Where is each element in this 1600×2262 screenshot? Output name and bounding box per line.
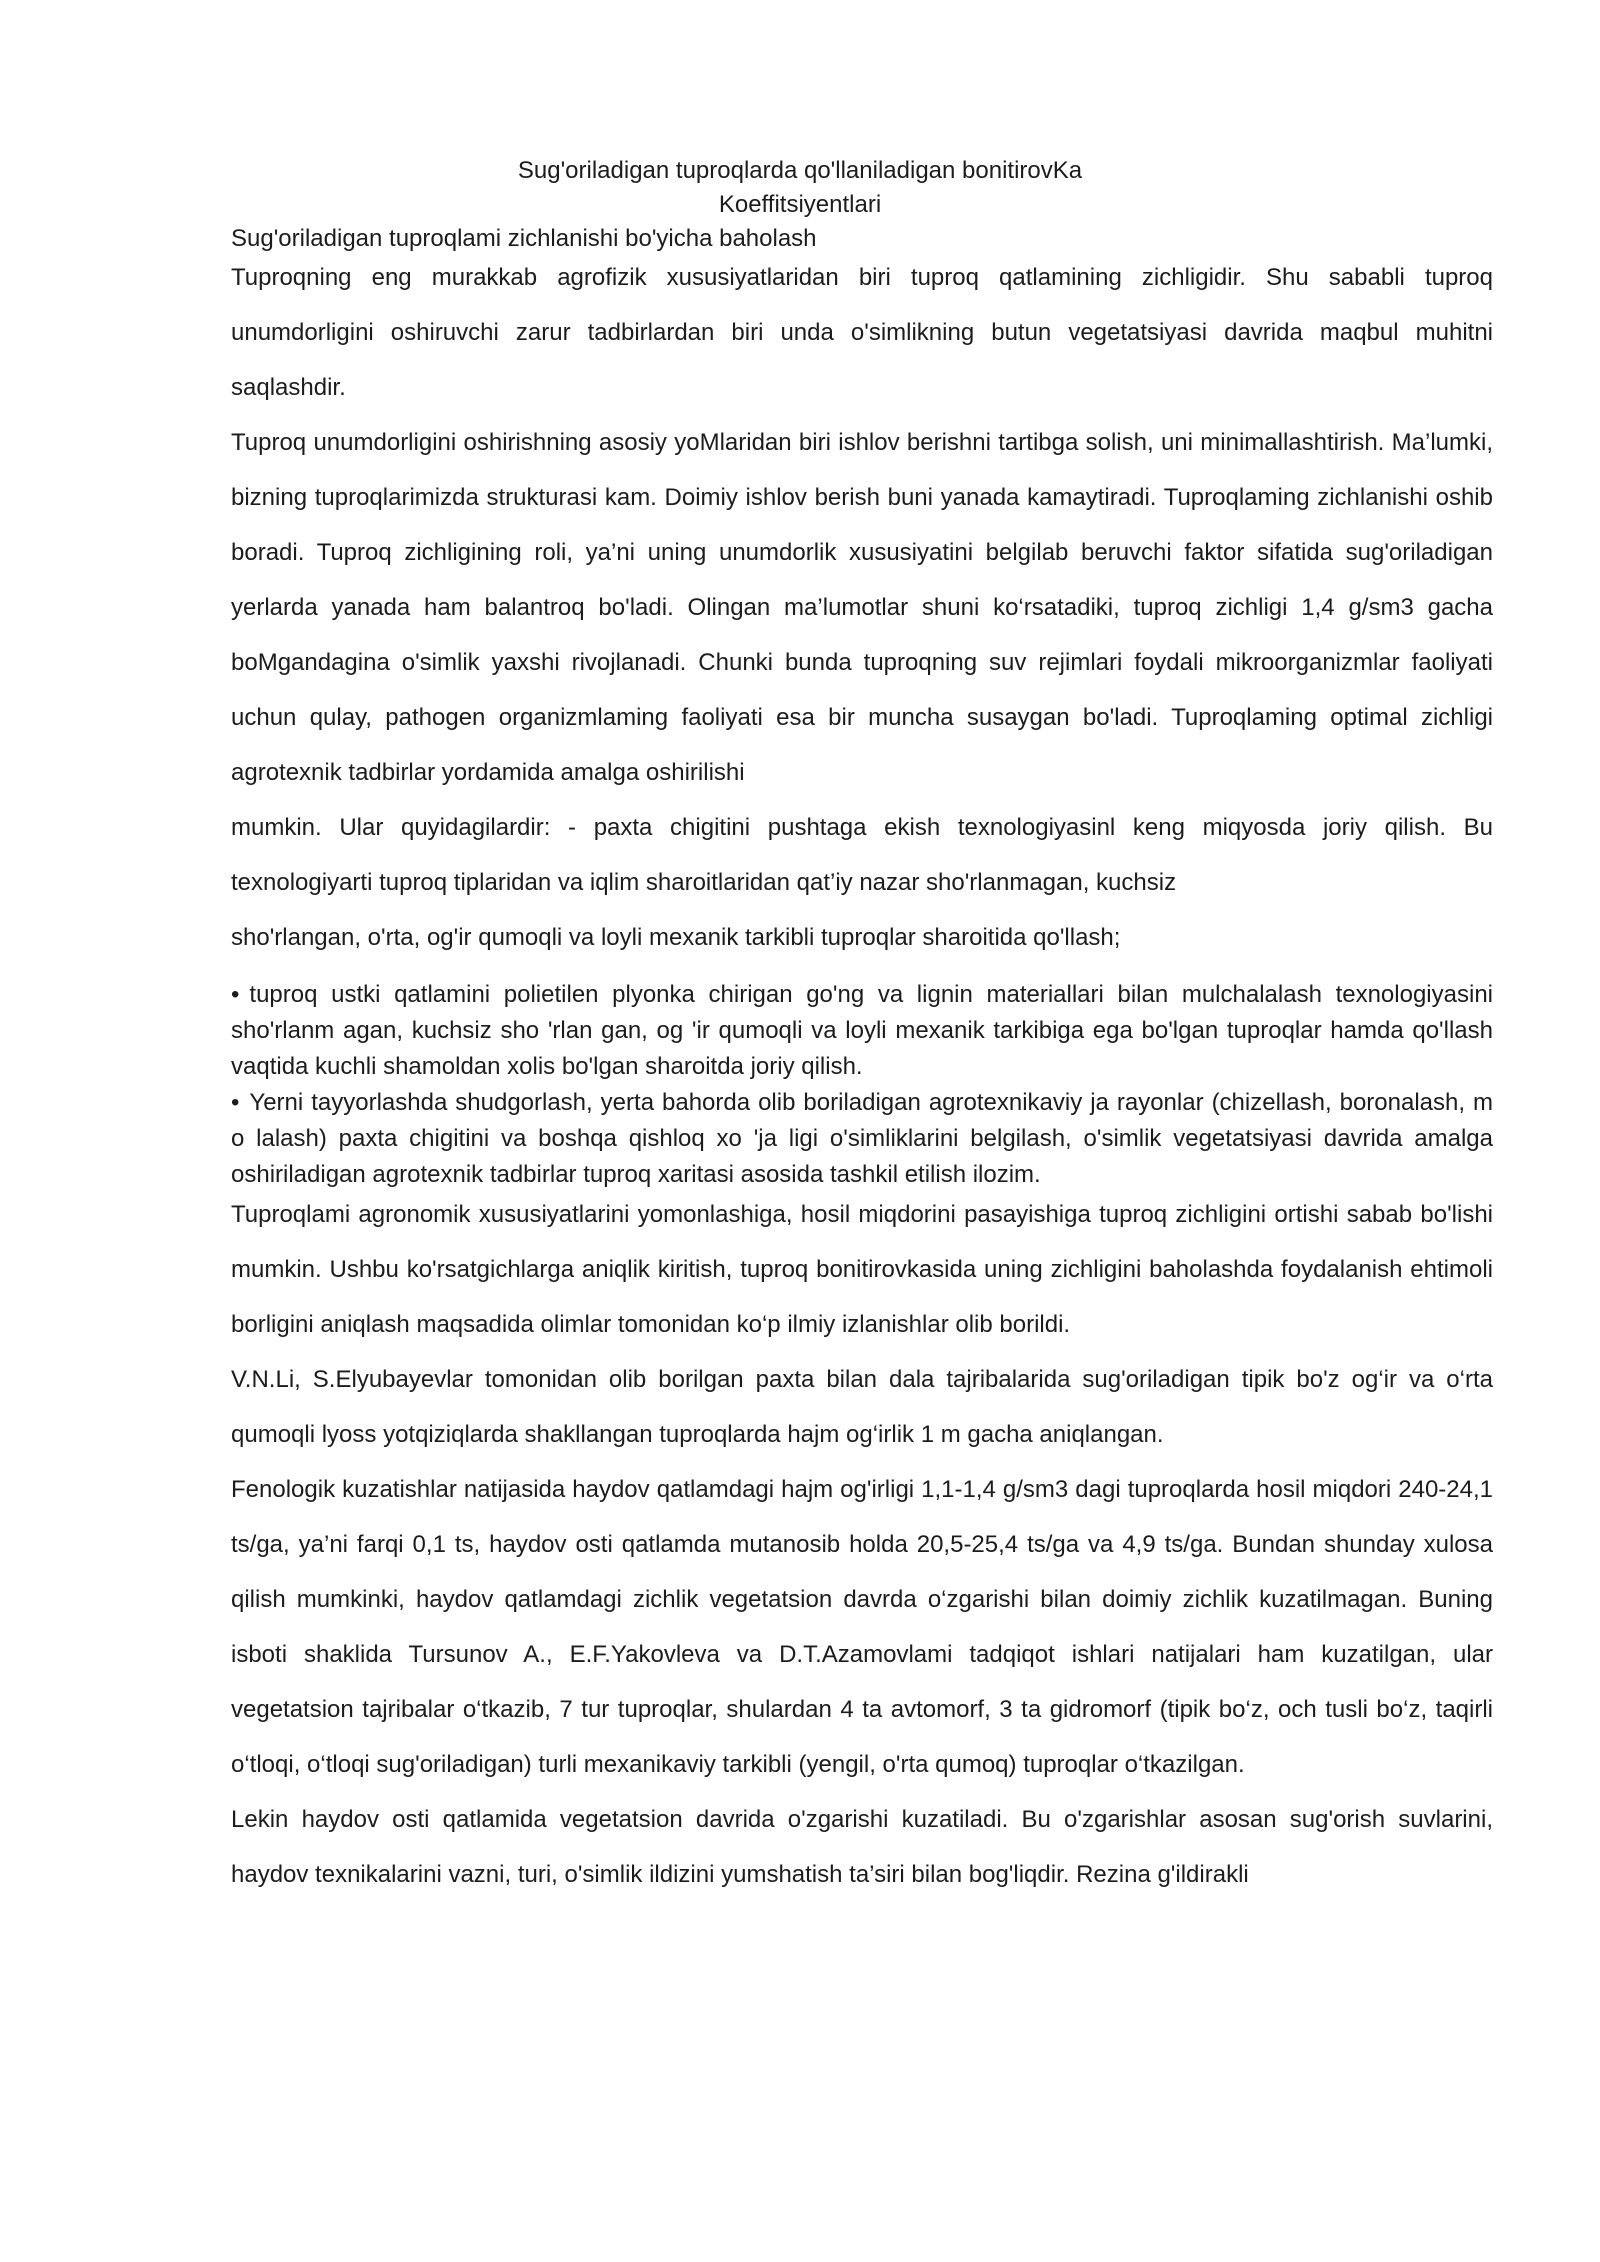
section-heading: Sug'oriladigan tuproqlami zichlanishi bo'yicha baholash: [231, 225, 817, 252]
paragraph: Lekin haydov osti qatlamida vegetatsion davrida o'zgarishi kuzatiladi. Bu o'zgarishlar asosan sug'orish suvlarini, haydov texnikalarini vazni, turi, o'simlik ildizini yumshatish ta’siri bilan bog'liqdir. Rezina g'ildirakli: [231, 1806, 1493, 1888]
bullet-item: [231, 977, 1493, 1085]
paragraph: Tuproqlami agronomik xususiyatlarini yomonlashiga, hosil miqdorini pasayishiga tuproq zichligini ortishi sabab bo'lishi mumkin. Ushbu ko'rsatgichlarga aniqlik kiritish, tuproq bonitirovkasida uning zichligini baholashda foydalanish ehtimoli borligini aniqlash maqsadida olimlar tomonidan ko‘p ilmiy izlanishlar olib borildi.: [231, 1201, 1493, 1338]
paragraph: V.N.Li, S.Elyubayevlar tomonidan olib borilgan paxta bilan dala tajribalarida sug'oriladigan tipik bo'z og‘ir va o‘rta qumoqli lyoss yotqiziqlarda shakllangan tuproqlarda hajm og‘irlik 1 m gacha aniqlangan.: [231, 1366, 1493, 1448]
bullet-icon: •: [231, 1089, 240, 1116]
paragraph: Tuproq unumdorligini oshirishning asosiy yoMlaridan biri ishlov berishni tartibga solish, uni minimallashtirish. Ma’lumki, bizning tuproqlarimizda strukturasi kam. Doimiy ishlov berish buni yanada kamaytiradi. Tuproqlaming zichlanishi oshib boradi. Tuproq zichligining roli, ya’ni uning unumdorlik xususiyatini belgilab beruvchi faktor sifatida sug'oriladigan yerlarda yanada ham balantroq bo'ladi. Olingan ma’lumotlar shuni ko‘rsatadiki, tuproq zichligi 1,4 g/sm3 gacha boMgandagina o'simlik yaxshi rivojlanadi. Chunki bunda tuproqning suv rejimlari foydali mikroorganizmlar faoliyati uchun qulay, pathogen organizmlaming faoliyati esa bir muncha susaygan bo'ladi. Tuproqlaming optimal zichligi agrotexnik tadbirlar yordamida amalga oshirilishi: [231, 429, 1493, 786]
document-subtitle: Koeffitsiyentlari: [718, 191, 882, 218]
document-title: Sug'oriladigan tuproqlarda qo'llaniladigan bonitirovKa: [517, 157, 1083, 184]
paragraph: sho'rlangan, o'rta, og'ir qumoqli va loyli mexanik tarkibli tuproqlar sharoitida qo'llash;: [231, 924, 1121, 951]
bullet-icon: •: [231, 981, 240, 1008]
paragraph: Fenologik kuzatishlar natijasida haydov qatlamdagi hajm og'irligi 1,1-1,4 g/sm3 dagi tuproqlarda hosil miqdori 240-24,1 ts/ga, ya’ni farqi 0,1 ts, haydov osti qatlamda mutanosib holda 20,5-25,4 ts/ga va 4,9 ts/ga. Bundan shunday xulosa qilish mumkinki, haydov qatlamdagi zichlik vegetatsion davrda o‘zgarishi bilan doimiy zichlik kuzatilmagan. Buning isboti shaklida Tursunov A., E.F.Yakovleva va D.T.Azamovlami tadqiqot ishlari natijalari ham kuzatilgan, ular vegetatsion tajribalar o‘tkazib, 7 tur tuproqlar, shulardan 4 ta avtomorf, 3 ta gidromorf (tipik bo‘z, och tusli bo‘z, taqirli o‘tloqi, o‘tloqi sug'oriladigan) turli mexanikaviy tarkibli (yengil, o'rta qumoq) tuproqlar o‘tkazilgan.: [231, 1476, 1493, 1778]
bullet-text: Yerni tayyorlashda shudgorlash, yerta bahorda olib boriladigan agrotexnikaviy ja rayonlar (chizellash, boronalash, m o lalash) paxta chigitini va boshqa qishloq xo 'ja ligi o'simliklarini belgilash, o'simlik vegetatsiyasi davrida amalga oshiriladigan agrotexnik tadbirlar tuproq xaritasi asosida tashkil etilish ilozim.: [231, 1089, 1493, 1188]
bullet-text: tuproq ustki qatlamini polietilen plyonka chirigan go'ng va lignin materiallari bilan mulchalalash texnologiyasini sho'rlanm agan, kuchsiz sho 'rlan gan, og 'ir qumoqli va loyli mexanik tarkibiga ega bo'lgan tuproqlar hamda qo'llash vaqtida kuchli shamoldan xolis bo'lgan sharoitda joriy qilish.: [231, 981, 1493, 1080]
document-body: [231, 222, 1493, 1902]
paragraph: mumkin. Ular quyidagilardir: - paxta chigitini pushtaga ekish texnologiyasinl keng miqyosda joriy qilish. Bu texnologiyarti tuproq tiplaridan va iqlim sharoitlaridan qat’iy nazar sho'rlanmagan, kuchsiz: [231, 814, 1493, 896]
bullet-item: [231, 1085, 1493, 1193]
paragraph: Tuproqning eng murakkab agrofizik xususiyatlaridan biri tuproq qatlamining zichligidir. Shu sababli tuproq unumdorligini oshiruvchi zarur tadbirlardan biri unda o'simlikning butun vegetatsiyasi davrida maqbul muhitni saqlashdir.: [231, 264, 1493, 401]
